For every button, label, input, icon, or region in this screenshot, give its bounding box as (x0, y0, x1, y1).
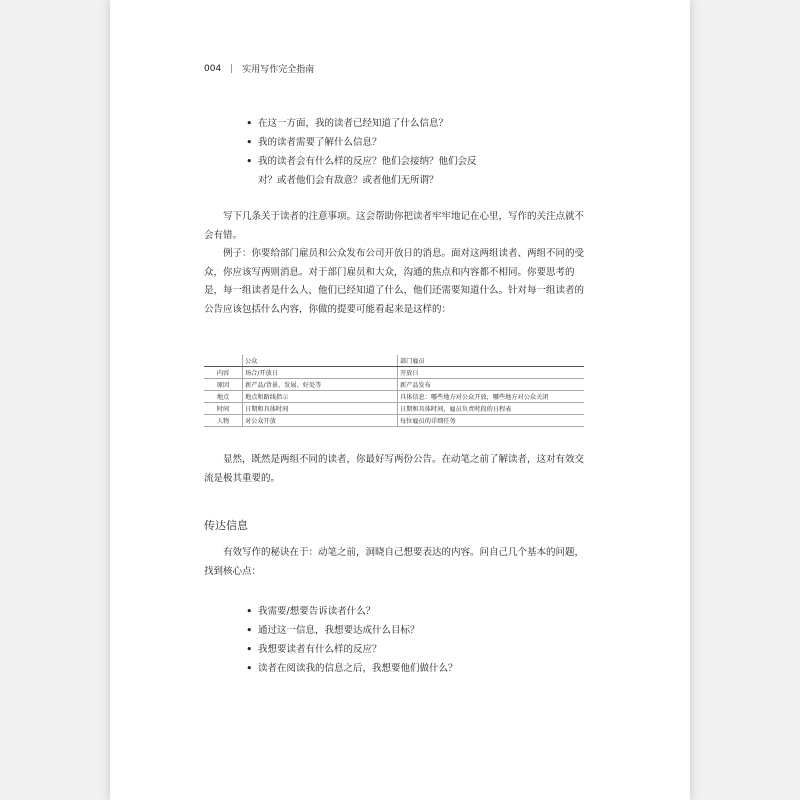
row-label: 地点 (204, 391, 243, 403)
list-item: • 读者在阅读我的信息之后，我想要他们做什么？ (246, 659, 486, 678)
table-cell: 日期和具体时间 (243, 403, 398, 415)
paragraph: 例子：你要给部门雇员和公众发布公司开放日的消息。面对这两组读者、两组不同的受众，你应该写两则消息。对于部门雇员和大众，沟通的焦点和内容都不相同。你要思考的是，每一组读者是什么人，他们已经知道了什么，他们还需要知道什么。针对每一组读者的公告应该包括什么内容，你做的提要可能看起来是这样的： (204, 248, 585, 315)
list-item: • 我需要/想要告诉读者什么？ (246, 602, 486, 621)
paragraph: 显然，既然是两组不同的读者，你最好写两份公告。在动笔之前了解读者，这对有效交流是极其重要的。 (204, 454, 585, 484)
table-cell: 每位雇员的详细任务 (398, 415, 585, 427)
table-header-row (204, 355, 584, 367)
table-cell: 日期和具体时间，雇员负责时段的日程表 (398, 403, 585, 415)
paragraph: 有效写作的秘诀在于：动笔之前，洞晓自己想要表达的内容。问自己几个基本的问题，找到核心点： (204, 547, 585, 577)
audience-table (204, 355, 584, 427)
row-label: 内容 (204, 367, 243, 379)
row-label: 原因 (204, 379, 243, 391)
bullet-list-questions (246, 602, 486, 678)
list-item: • 我的读者需要了解什么信息？ (246, 133, 486, 152)
running-header (204, 62, 314, 75)
table-row (204, 379, 584, 391)
page-number: 004 (204, 63, 222, 74)
table-header-cell: 公众 (243, 355, 398, 367)
table-row (204, 415, 584, 427)
row-label: 人物 (204, 415, 243, 427)
list-item: • 我的读者会有什么样的反应？他们会接纳？他们会反对？或者他们会有敌意？或者他们无所谓？ (246, 152, 486, 190)
table-cell: 对公众开放 (243, 415, 398, 427)
bullet-list-readers (246, 114, 486, 190)
section-heading: 传达信息 (204, 519, 248, 532)
paragraph: 写下几条关于读者的注意事项。这会帮助你把读者牢牢地记在心里，写作的关注点就不会有错。 (204, 211, 585, 241)
table-row (204, 367, 584, 379)
table-cell: 地点和路线指示 (243, 391, 398, 403)
row-label: 时间 (204, 403, 243, 415)
table-row (204, 391, 584, 403)
table-header-cell: 部门雇员 (398, 355, 585, 367)
table-cell: 场合/开放日 (243, 367, 398, 379)
header-divider (231, 64, 232, 73)
table-cell: 新产品发布 (398, 379, 585, 391)
book-page (110, 0, 690, 800)
table-cell: 具体信息：哪些地方对公众开放，哪些地方对公众关闭 (398, 391, 585, 403)
table-row (204, 403, 584, 415)
table-cell: 新产品/背景、发展、好处等 (243, 379, 398, 391)
list-item: • 在这一方面，我的读者已经知道了什么信息？ (246, 114, 486, 133)
book-title: 实用写作完全指南 (242, 65, 315, 75)
list-item: • 通过这一信息，我想要达成什么目标？ (246, 621, 486, 640)
table-header-cell (204, 355, 243, 367)
list-item: • 我想要读者有什么样的反应？ (246, 640, 486, 659)
table-cell: 开放日 (398, 367, 585, 379)
